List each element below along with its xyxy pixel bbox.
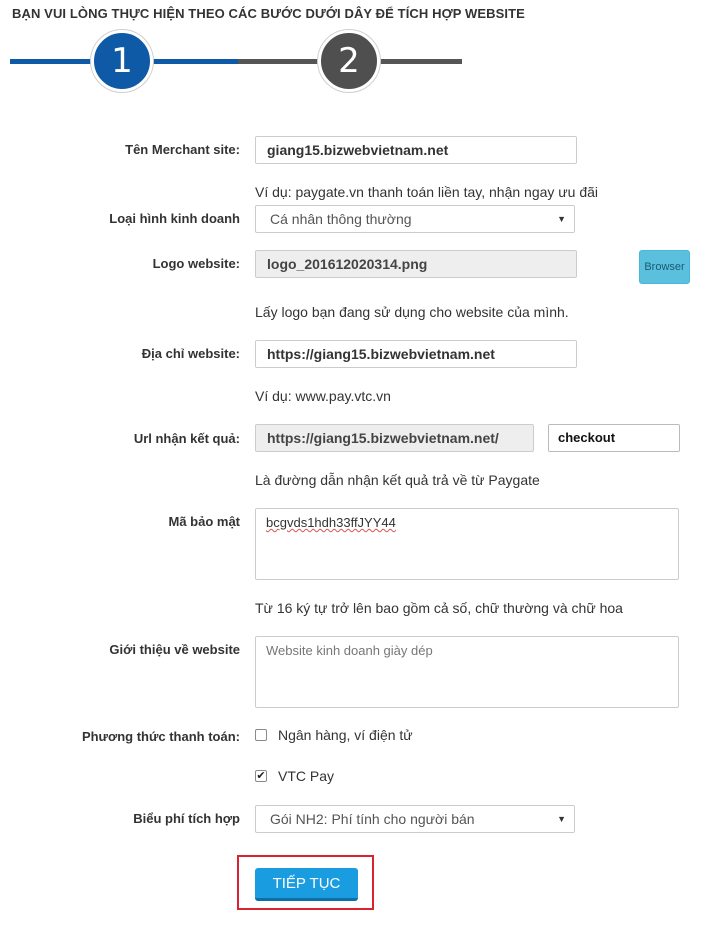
- payment-option-label: VTC Pay: [278, 768, 335, 784]
- checkbox[interactable]: [255, 729, 267, 741]
- step-1-circle: 1: [91, 30, 153, 92]
- business-type-label: Loại hình kinh doanh: [109, 211, 240, 226]
- logo-file-input[interactable]: logo_201612020314.png: [255, 250, 577, 278]
- result-url-path-input[interactable]: checkout: [548, 424, 680, 452]
- business-type-select[interactable]: [255, 205, 575, 233]
- website-address-hint: Ví dụ: www.pay.vtc.vn: [255, 388, 391, 404]
- logo-label: Logo website:: [152, 256, 240, 271]
- logo-hint: Lấy logo bạn đang sử dụng cho website của mình.: [255, 304, 569, 320]
- result-url-label: Url nhận kết quả:: [133, 431, 240, 446]
- merchant-site-input[interactable]: giang15.bizwebvietnam.net: [255, 136, 577, 164]
- continue-button[interactable]: TIẾP TỤC: [255, 868, 358, 901]
- merchant-site-label: Tên Merchant site:: [125, 142, 240, 157]
- website-intro-textarea[interactable]: [255, 636, 679, 708]
- security-code-label: Mã bảo mật: [168, 514, 240, 529]
- merchant-site-hint: Ví dụ: paygate.vn thanh toán liền tay, nhận ngay ưu đãi: [255, 184, 599, 200]
- step-line-completed: [148, 59, 238, 64]
- step-line-pending: [238, 59, 322, 64]
- chevron-down-icon: ▼: [557, 214, 566, 224]
- page-title: BẠN VUI LÒNG THỰC HIỆN THEO CÁC BƯỚC DƯỚI DÂY ĐỂ TÍCH HỢP WEBSITE: [12, 6, 525, 21]
- browse-button[interactable]: Browser: [639, 250, 690, 284]
- security-code-textarea[interactable]: [255, 508, 679, 580]
- chevron-down-icon: ▼: [557, 814, 566, 824]
- security-code-hint: Từ 16 ký tự trở lên bao gồm cả số, chữ thường và chữ hoa: [255, 600, 623, 616]
- result-url-hint: Là đường dẫn nhận kết quả trả về từ Paygate: [255, 472, 540, 488]
- payment-methods-label: Phương thức thanh toán:: [81, 729, 240, 744]
- step-line-pending: [378, 59, 462, 64]
- payment-option-bank[interactable]: [255, 727, 413, 743]
- result-url-base-input: https://giang15.bizwebvietnam.net/: [255, 424, 534, 452]
- step-2-circle: 2: [318, 30, 380, 92]
- fee-plan-label: Biểu phí tích hợp: [133, 811, 240, 826]
- website-intro-placeholder: Website kinh doanh giày dép: [266, 643, 433, 658]
- website-intro-label: Giới thiệu về website: [109, 642, 240, 657]
- website-address-input[interactable]: https://giang15.bizwebvietnam.net: [255, 340, 577, 368]
- stepper: [0, 28, 708, 94]
- business-type-value: Cá nhân thông thường: [270, 211, 412, 227]
- checkbox-checked[interactable]: ✔: [256, 770, 266, 782]
- website-address-label: Địa chỉ website:: [141, 346, 240, 361]
- fee-plan-value: Gói NH2: Phí tính cho người bán: [270, 811, 475, 827]
- security-code-value: bcgvds1hdh33ffJYY44: [266, 515, 396, 530]
- payment-option-label: Ngân hàng, ví điện tử: [278, 727, 413, 743]
- step-line-completed: [10, 59, 96, 64]
- payment-option-vtcpay[interactable]: [255, 768, 334, 784]
- fee-plan-select[interactable]: [255, 805, 575, 833]
